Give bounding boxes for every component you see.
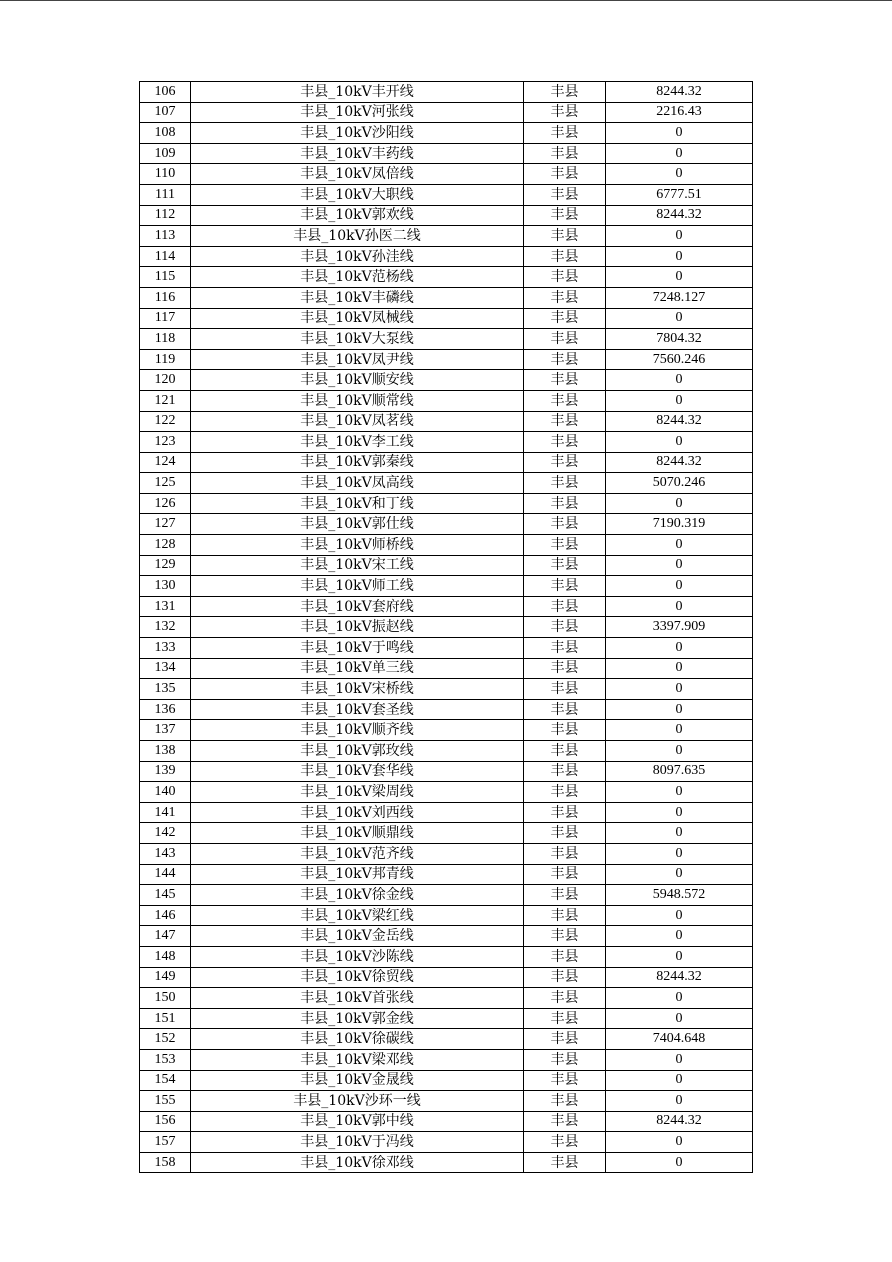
value-cell: 0 <box>606 782 753 803</box>
table-row <box>140 782 753 803</box>
county-cell: 丰县 <box>524 761 606 782</box>
line-name-cell: 丰县_10kV丰药线 <box>191 143 524 164</box>
county-cell: 丰县 <box>524 967 606 988</box>
line-name-cell: 丰县_10kV振赵线 <box>191 617 524 638</box>
value-cell: 0 <box>606 493 753 514</box>
line-name-cell: 丰县_10kV沙陈线 <box>191 946 524 967</box>
table-row <box>140 267 753 288</box>
value-cell: 7804.32 <box>606 329 753 350</box>
value-cell: 0 <box>606 1091 753 1112</box>
line-name-cell: 丰县_10kV徐金线 <box>191 885 524 906</box>
value-cell: 5948.572 <box>606 885 753 906</box>
table-row <box>140 452 753 473</box>
line-name-cell: 丰县_10kV顺鼎线 <box>191 823 524 844</box>
county-cell: 丰县 <box>524 1029 606 1050</box>
county-cell: 丰县 <box>524 493 606 514</box>
table-row <box>140 946 753 967</box>
county-cell: 丰县 <box>524 782 606 803</box>
value-cell: 0 <box>606 390 753 411</box>
county-cell: 丰县 <box>524 1111 606 1132</box>
county-cell: 丰县 <box>524 514 606 535</box>
value-cell: 0 <box>606 1070 753 1091</box>
value-cell: 0 <box>606 905 753 926</box>
line-name-cell: 丰县_10kV郭玫线 <box>191 741 524 762</box>
table-row <box>140 205 753 226</box>
table-row <box>140 720 753 741</box>
table-row <box>140 638 753 659</box>
row-number-cell: 128 <box>140 535 191 556</box>
table-row <box>140 699 753 720</box>
value-cell: 0 <box>606 1152 753 1173</box>
row-number-cell: 145 <box>140 885 191 906</box>
county-cell: 丰县 <box>524 576 606 597</box>
row-number-cell: 148 <box>140 946 191 967</box>
row-number-cell: 144 <box>140 864 191 885</box>
line-name-cell: 丰县_10kV徐碳线 <box>191 1029 524 1050</box>
row-number-cell: 116 <box>140 287 191 308</box>
county-cell: 丰县 <box>524 411 606 432</box>
table-row <box>140 761 753 782</box>
row-number-cell: 115 <box>140 267 191 288</box>
value-cell: 0 <box>606 843 753 864</box>
row-number-cell: 151 <box>140 1008 191 1029</box>
county-cell: 丰县 <box>524 617 606 638</box>
value-cell: 7560.246 <box>606 349 753 370</box>
table-row <box>140 885 753 906</box>
value-cell: 0 <box>606 638 753 659</box>
table-row <box>140 576 753 597</box>
county-cell: 丰县 <box>524 432 606 453</box>
county-cell: 丰县 <box>524 473 606 494</box>
line-name-cell: 丰县_10kV郭中线 <box>191 1111 524 1132</box>
table-row <box>140 370 753 391</box>
table-row <box>140 411 753 432</box>
row-number-cell: 140 <box>140 782 191 803</box>
county-cell: 丰县 <box>524 102 606 123</box>
county-cell: 丰县 <box>524 184 606 205</box>
value-cell: 0 <box>606 864 753 885</box>
table-row <box>140 741 753 762</box>
table-row <box>140 123 753 144</box>
table-row <box>140 493 753 514</box>
page-top-rule <box>0 0 892 1</box>
row-number-cell: 121 <box>140 390 191 411</box>
line-name-cell: 丰县_10kV凤倍线 <box>191 164 524 185</box>
row-number-cell: 124 <box>140 452 191 473</box>
row-number-cell: 127 <box>140 514 191 535</box>
line-name-cell: 丰县_10kV邦青线 <box>191 864 524 885</box>
table-row <box>140 967 753 988</box>
county-cell: 丰县 <box>524 843 606 864</box>
row-number-cell: 155 <box>140 1091 191 1112</box>
county-cell: 丰县 <box>524 885 606 906</box>
line-name-cell: 丰县_10kV金岳线 <box>191 926 524 947</box>
table-row <box>140 349 753 370</box>
line-name-cell: 丰县_10kV沙环一线 <box>191 1091 524 1112</box>
line-name-cell: 丰县_10kV套华线 <box>191 761 524 782</box>
line-name-cell: 丰县_10kV师桥线 <box>191 535 524 556</box>
county-cell: 丰县 <box>524 699 606 720</box>
table-row <box>140 843 753 864</box>
value-cell: 0 <box>606 926 753 947</box>
county-cell: 丰县 <box>524 946 606 967</box>
county-cell: 丰县 <box>524 226 606 247</box>
county-cell: 丰县 <box>524 287 606 308</box>
line-name-cell: 丰县_10kV套府线 <box>191 596 524 617</box>
line-name-cell: 丰县_10kV郭金线 <box>191 1008 524 1029</box>
county-cell: 丰县 <box>524 741 606 762</box>
row-number-cell: 156 <box>140 1111 191 1132</box>
value-cell: 0 <box>606 226 753 247</box>
line-name-cell: 丰县_10kV郭欢线 <box>191 205 524 226</box>
value-cell: 2216.43 <box>606 102 753 123</box>
value-cell: 7190.319 <box>606 514 753 535</box>
row-number-cell: 141 <box>140 802 191 823</box>
table-row <box>140 246 753 267</box>
line-name-cell: 丰县_10kV和丁线 <box>191 493 524 514</box>
county-cell: 丰县 <box>524 988 606 1009</box>
row-number-cell: 139 <box>140 761 191 782</box>
value-cell: 0 <box>606 823 753 844</box>
row-number-cell: 136 <box>140 699 191 720</box>
line-name-cell: 丰县_10kV孙洼线 <box>191 246 524 267</box>
row-number-cell: 132 <box>140 617 191 638</box>
county-cell: 丰县 <box>524 452 606 473</box>
value-cell: 0 <box>606 1008 753 1029</box>
table-row <box>140 1008 753 1029</box>
row-number-cell: 146 <box>140 905 191 926</box>
row-number-cell: 112 <box>140 205 191 226</box>
line-name-cell: 丰县_10kV宋桥线 <box>191 679 524 700</box>
value-cell: 0 <box>606 658 753 679</box>
table-row <box>140 1029 753 1050</box>
table-row <box>140 1049 753 1070</box>
row-number-cell: 109 <box>140 143 191 164</box>
line-name-cell: 丰县_10kV凤械线 <box>191 308 524 329</box>
row-number-cell: 137 <box>140 720 191 741</box>
row-number-cell: 113 <box>140 226 191 247</box>
line-name-cell: 丰县_10kV于冯线 <box>191 1132 524 1153</box>
value-cell: 0 <box>606 946 753 967</box>
table-row <box>140 823 753 844</box>
row-number-cell: 135 <box>140 679 191 700</box>
line-name-cell: 丰县_10kV徐贸线 <box>191 967 524 988</box>
line-name-cell: 丰县_10kV郭秦线 <box>191 452 524 473</box>
line-name-cell: 丰县_10kV丰开线 <box>191 82 524 103</box>
county-cell: 丰县 <box>524 205 606 226</box>
table-row <box>140 1070 753 1091</box>
line-name-cell: 丰县_10kV顺安线 <box>191 370 524 391</box>
county-cell: 丰县 <box>524 679 606 700</box>
table-row <box>140 1132 753 1153</box>
county-cell: 丰县 <box>524 905 606 926</box>
county-cell: 丰县 <box>524 1152 606 1173</box>
value-cell: 0 <box>606 164 753 185</box>
value-cell: 6777.51 <box>606 184 753 205</box>
value-cell: 0 <box>606 1049 753 1070</box>
line-name-cell: 丰县_10kV大泵线 <box>191 329 524 350</box>
table-row <box>140 864 753 885</box>
county-cell: 丰县 <box>524 864 606 885</box>
row-number-cell: 117 <box>140 308 191 329</box>
row-number-cell: 111 <box>140 184 191 205</box>
value-cell: 0 <box>606 267 753 288</box>
county-cell: 丰县 <box>524 370 606 391</box>
county-cell: 丰县 <box>524 926 606 947</box>
table-row <box>140 226 753 247</box>
value-cell: 0 <box>606 123 753 144</box>
line-name-cell: 丰县_10kV范杨线 <box>191 267 524 288</box>
county-cell: 丰县 <box>524 164 606 185</box>
value-cell: 0 <box>606 1132 753 1153</box>
table-row <box>140 102 753 123</box>
value-cell: 0 <box>606 246 753 267</box>
value-cell: 8244.32 <box>606 411 753 432</box>
row-number-cell: 119 <box>140 349 191 370</box>
value-cell: 0 <box>606 741 753 762</box>
value-cell: 0 <box>606 370 753 391</box>
table-row <box>140 143 753 164</box>
county-cell: 丰县 <box>524 535 606 556</box>
value-cell: 0 <box>606 308 753 329</box>
value-cell: 0 <box>606 535 753 556</box>
table-row <box>140 473 753 494</box>
row-number-cell: 108 <box>140 123 191 144</box>
value-cell: 5070.246 <box>606 473 753 494</box>
line-name-cell: 丰县_10kV首张线 <box>191 988 524 1009</box>
line-name-cell: 丰县_10kV沙阳线 <box>191 123 524 144</box>
value-cell: 0 <box>606 802 753 823</box>
row-number-cell: 142 <box>140 823 191 844</box>
value-cell: 0 <box>606 576 753 597</box>
table-row <box>140 1152 753 1173</box>
row-number-cell: 120 <box>140 370 191 391</box>
county-cell: 丰县 <box>524 329 606 350</box>
row-number-cell: 150 <box>140 988 191 1009</box>
value-cell: 7248.127 <box>606 287 753 308</box>
row-number-cell: 133 <box>140 638 191 659</box>
row-number-cell: 126 <box>140 493 191 514</box>
county-cell: 丰县 <box>524 1132 606 1153</box>
table-body <box>140 82 753 1173</box>
table-row <box>140 617 753 638</box>
value-cell: 8244.32 <box>606 452 753 473</box>
row-number-cell: 154 <box>140 1070 191 1091</box>
line-name-cell: 丰县_10kV梁邓线 <box>191 1049 524 1070</box>
county-cell: 丰县 <box>524 596 606 617</box>
line-name-cell: 丰县_10kV梁周线 <box>191 782 524 803</box>
row-number-cell: 122 <box>140 411 191 432</box>
line-name-cell: 丰县_10kV凤尹线 <box>191 349 524 370</box>
line-name-cell: 丰县_10kV丰磷线 <box>191 287 524 308</box>
line-name-cell: 丰县_10kV宋工线 <box>191 555 524 576</box>
county-cell: 丰县 <box>524 555 606 576</box>
table-row <box>140 535 753 556</box>
line-name-cell: 丰县_10kV李工线 <box>191 432 524 453</box>
county-cell: 丰县 <box>524 1008 606 1029</box>
line-name-cell: 丰县_10kV大职线 <box>191 184 524 205</box>
county-cell: 丰县 <box>524 823 606 844</box>
row-number-cell: 106 <box>140 82 191 103</box>
county-cell: 丰县 <box>524 82 606 103</box>
value-cell: 0 <box>606 679 753 700</box>
table-row <box>140 390 753 411</box>
county-cell: 丰县 <box>524 720 606 741</box>
value-cell: 0 <box>606 988 753 1009</box>
table-row <box>140 1111 753 1132</box>
table-row <box>140 802 753 823</box>
row-number-cell: 107 <box>140 102 191 123</box>
row-number-cell: 110 <box>140 164 191 185</box>
county-cell: 丰县 <box>524 658 606 679</box>
line-name-cell: 丰县_10kV于鸣线 <box>191 638 524 659</box>
value-cell: 0 <box>606 555 753 576</box>
value-cell: 8244.32 <box>606 967 753 988</box>
row-number-cell: 134 <box>140 658 191 679</box>
county-cell: 丰县 <box>524 1049 606 1070</box>
county-cell: 丰县 <box>524 638 606 659</box>
county-cell: 丰县 <box>524 246 606 267</box>
line-name-cell: 丰县_10kV梁红线 <box>191 905 524 926</box>
county-cell: 丰县 <box>524 349 606 370</box>
row-number-cell: 149 <box>140 967 191 988</box>
row-number-cell: 157 <box>140 1132 191 1153</box>
county-cell: 丰县 <box>524 267 606 288</box>
value-cell: 0 <box>606 699 753 720</box>
row-number-cell: 152 <box>140 1029 191 1050</box>
line-name-cell: 丰县_10kV金晟线 <box>191 1070 524 1091</box>
value-cell: 0 <box>606 432 753 453</box>
line-name-cell: 丰县_10kV师工线 <box>191 576 524 597</box>
row-number-cell: 138 <box>140 741 191 762</box>
value-cell: 7404.648 <box>606 1029 753 1050</box>
line-name-cell: 丰县_10kV凤高线 <box>191 473 524 494</box>
value-cell: 0 <box>606 596 753 617</box>
line-name-cell: 丰县_10kV孙医二线 <box>191 226 524 247</box>
county-cell: 丰县 <box>524 308 606 329</box>
county-cell: 丰县 <box>524 390 606 411</box>
table-row <box>140 164 753 185</box>
table-row <box>140 184 753 205</box>
county-cell: 丰县 <box>524 802 606 823</box>
row-number-cell: 114 <box>140 246 191 267</box>
table-row <box>140 432 753 453</box>
value-cell: 3397.909 <box>606 617 753 638</box>
table-row <box>140 1091 753 1112</box>
line-name-cell: 丰县_10kV刘西线 <box>191 802 524 823</box>
table-row <box>140 287 753 308</box>
line-name-cell: 丰县_10kV徐邓线 <box>191 1152 524 1173</box>
value-cell: 0 <box>606 720 753 741</box>
table-row <box>140 555 753 576</box>
table-row <box>140 308 753 329</box>
county-cell: 丰县 <box>524 1070 606 1091</box>
line-data-table <box>139 81 753 1173</box>
row-number-cell: 153 <box>140 1049 191 1070</box>
row-number-cell: 123 <box>140 432 191 453</box>
line-name-cell: 丰县_10kV顺齐线 <box>191 720 524 741</box>
line-name-cell: 丰县_10kV范齐线 <box>191 843 524 864</box>
line-name-cell: 丰县_10kV单三线 <box>191 658 524 679</box>
line-name-cell: 丰县_10kV郭仕线 <box>191 514 524 535</box>
table-row <box>140 82 753 103</box>
value-cell: 8244.32 <box>606 1111 753 1132</box>
table-row <box>140 926 753 947</box>
row-number-cell: 147 <box>140 926 191 947</box>
table-row <box>140 514 753 535</box>
county-cell: 丰县 <box>524 1091 606 1112</box>
value-cell: 8244.32 <box>606 82 753 103</box>
row-number-cell: 118 <box>140 329 191 350</box>
row-number-cell: 125 <box>140 473 191 494</box>
table-row <box>140 329 753 350</box>
line-name-cell: 丰县_10kV凤茗线 <box>191 411 524 432</box>
table-row <box>140 596 753 617</box>
value-cell: 8244.32 <box>606 205 753 226</box>
value-cell: 0 <box>606 143 753 164</box>
county-cell: 丰县 <box>524 143 606 164</box>
table-row <box>140 988 753 1009</box>
table-row <box>140 658 753 679</box>
table-row <box>140 679 753 700</box>
row-number-cell: 143 <box>140 843 191 864</box>
table-row <box>140 905 753 926</box>
row-number-cell: 131 <box>140 596 191 617</box>
line-name-cell: 丰县_10kV套圣线 <box>191 699 524 720</box>
row-number-cell: 129 <box>140 555 191 576</box>
value-cell: 8097.635 <box>606 761 753 782</box>
county-cell: 丰县 <box>524 123 606 144</box>
line-name-cell: 丰县_10kV河张线 <box>191 102 524 123</box>
row-number-cell: 158 <box>140 1152 191 1173</box>
row-number-cell: 130 <box>140 576 191 597</box>
line-name-cell: 丰县_10kV顺常线 <box>191 390 524 411</box>
